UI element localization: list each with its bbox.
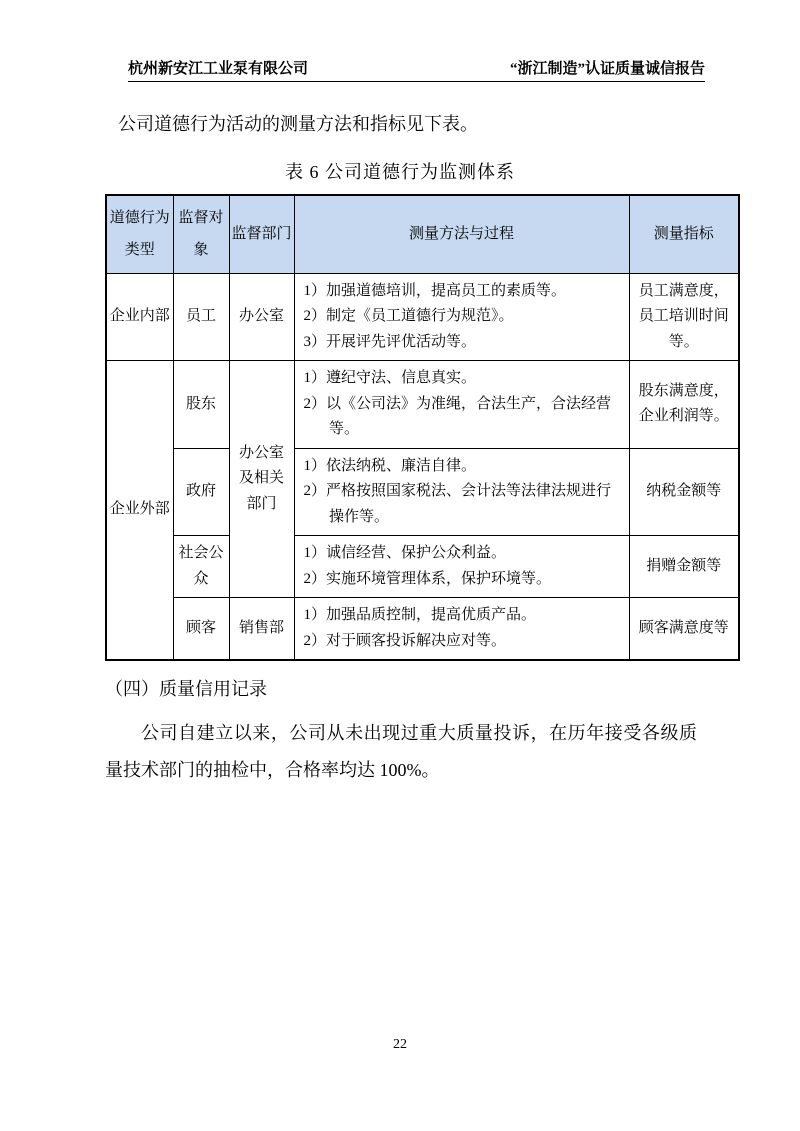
cell-indicator: 捐赠金额等 — [629, 536, 739, 598]
table-title: 表 6 公司道德行为监测体系 — [285, 162, 515, 182]
intro-text: 公司道德行为活动的测量方法和指标见下表。 — [118, 114, 478, 134]
cell-dept-office: 办公室 — [229, 273, 294, 361]
table-row — [106, 448, 739, 536]
column-header-type: 道德行为类型 — [106, 195, 173, 273]
cell-target: 股东 — [173, 361, 229, 449]
cell-target: 社会公众 — [173, 536, 229, 598]
cell-methods: 1）加强品质控制，提高优质产品。 2）对于顾客投诉解决应对等。 — [294, 598, 629, 661]
doc-header — [128, 57, 705, 82]
cell-dept-sales: 销售部 — [229, 598, 294, 661]
company-name: 杭州新安江工业泵有限公司 — [128, 61, 309, 77]
cell-indicator: 员工满意度，员工培训时间等。 — [629, 273, 739, 361]
report-title: “浙江制造”认证质量诚信报告 — [509, 61, 705, 77]
page-number: 22 — [393, 1037, 407, 1052]
cell-target: 员工 — [173, 273, 229, 361]
quality-credit-paragraph: 公司自建立以来，公司从未出现过重大质量投诉，在历年接受各级质量技术部门的抽检中，合格率均达 100%。 — [105, 723, 697, 780]
table-row — [106, 273, 739, 361]
column-header-methods: 测量方法与过程 — [294, 195, 629, 273]
column-header-dept: 监督部门 — [229, 195, 294, 273]
section-heading: （四）质量信用记录 — [105, 679, 267, 699]
cell-methods: 1）加强道德培训，提高员工的素质等。 2）制定《员工道德行为规范》。 3）开展评先评优活动等。 — [294, 273, 629, 361]
cell-target: 顾客 — [173, 598, 229, 661]
cell-indicator: 纳税金额等 — [629, 448, 739, 536]
table-header-row — [106, 195, 739, 273]
cell-type-external: 企业外部 — [106, 361, 173, 661]
cell-type-internal: 企业内部 — [106, 273, 173, 361]
column-header-target: 监督对象 — [173, 195, 229, 273]
table-row — [106, 598, 739, 661]
cell-target: 政府 — [173, 448, 229, 536]
table-row — [106, 536, 739, 598]
cell-methods: 1）遵纪守法、信息真实。 2）以《公司法》为准绳，合法生产，合法经营等。 — [294, 361, 629, 449]
cell-indicator: 顾客满意度等 — [629, 598, 739, 661]
column-header-indicator: 测量指标 — [629, 195, 739, 273]
cell-methods: 1）依法纳税、廉洁自律。 2）严格按照国家税法、会计法等法律法规进行操作等。 — [294, 448, 629, 536]
cell-indicator: 股东满意度，企业利润等。 — [629, 361, 739, 449]
cell-methods: 1）诚信经营、保护公众利益。 2）实施环境管理体系，保护环境等。 — [294, 536, 629, 598]
table-row — [106, 361, 739, 449]
ethics-monitoring-table — [105, 194, 740, 661]
cell-dept-office-related: 办公室及相关部门 — [229, 361, 294, 598]
